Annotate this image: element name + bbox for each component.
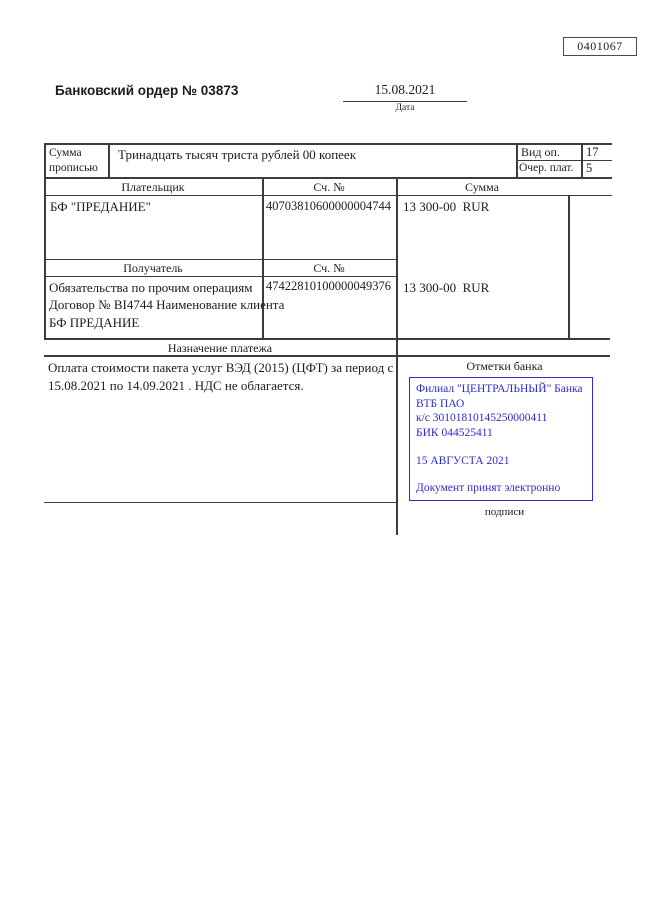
op-type-label: Вид оп. [521,145,560,159]
stamp-corr-account: к/с 30101810145250000411 [416,412,548,425]
purpose-header: Назначение платежа [167,341,273,355]
stamp-date: 15 АВГУСТА 2021 [416,454,510,467]
amount-words-value: Тринадцать тысяч триста рублей 00 копеек [118,147,357,162]
payer-amount: 13 300-00 RUR [403,199,490,214]
date-label: Дата [395,103,415,113]
grid-line [108,143,110,178]
payee-name: Обязательства по прочим операциям Договор № BI4744 Наименование клиента БФ ПРЕДАНИЕ [49,280,288,330]
grid-line [44,502,397,503]
amount-column-header: Сумма [465,180,499,194]
grid-line [44,195,612,196]
payer-account-column-header: Сч. № [313,180,345,194]
signatures-label: подписи [484,506,525,518]
document-title: Банковский ордер № 03873 [55,83,239,98]
grid-line [44,276,396,277]
form-code: 0401067 [577,39,623,53]
priority-value: 5 [586,161,593,175]
stamp-bank-name-line1: Филиал "ЦЕНТРАЛЬНЫЙ" Банка [416,383,583,395]
payee-column-header: Получатель [123,261,183,275]
grid-line [44,143,46,339]
grid-line [396,177,398,535]
payee-amount: 13 300-00 RUR [403,280,490,295]
payer-account: 40703810600000004744 [266,199,391,213]
payer-column-header: Плательщик [121,180,185,194]
grid-line [516,143,518,178]
bank-stamp [409,377,593,501]
stamp-bank-name-line2: ВТБ ПАО [416,397,465,410]
priority-label: Очер. плат. [519,162,574,174]
grid-line [581,143,583,178]
stamp-bik: БИК 044525411 [416,427,493,440]
op-type-value: 17 [586,145,599,159]
payer-name: БФ "ПРЕДАНИЕ" [50,199,151,214]
grid-line [44,177,612,179]
purpose-text: Оплата стоимости пакета услуг ВЭД (2015) (ЦФТ) за период с 15.08.2021 по 14.09.2021 . НДС не облагается. [48,360,397,393]
grid-line [568,195,570,339]
document-date: 15.08.2021 [343,82,467,102]
form-code-box [563,37,637,56]
grid-line [44,338,610,340]
payee-account-column-header: Сч. № [313,261,345,275]
payee-account: 47422810100000049376 [266,279,391,293]
stamp-status: Документ принят электронно [416,482,561,495]
bank-marks-header: Отметки банка [466,359,543,373]
amount-words-label: Сумма прописью [49,147,98,174]
